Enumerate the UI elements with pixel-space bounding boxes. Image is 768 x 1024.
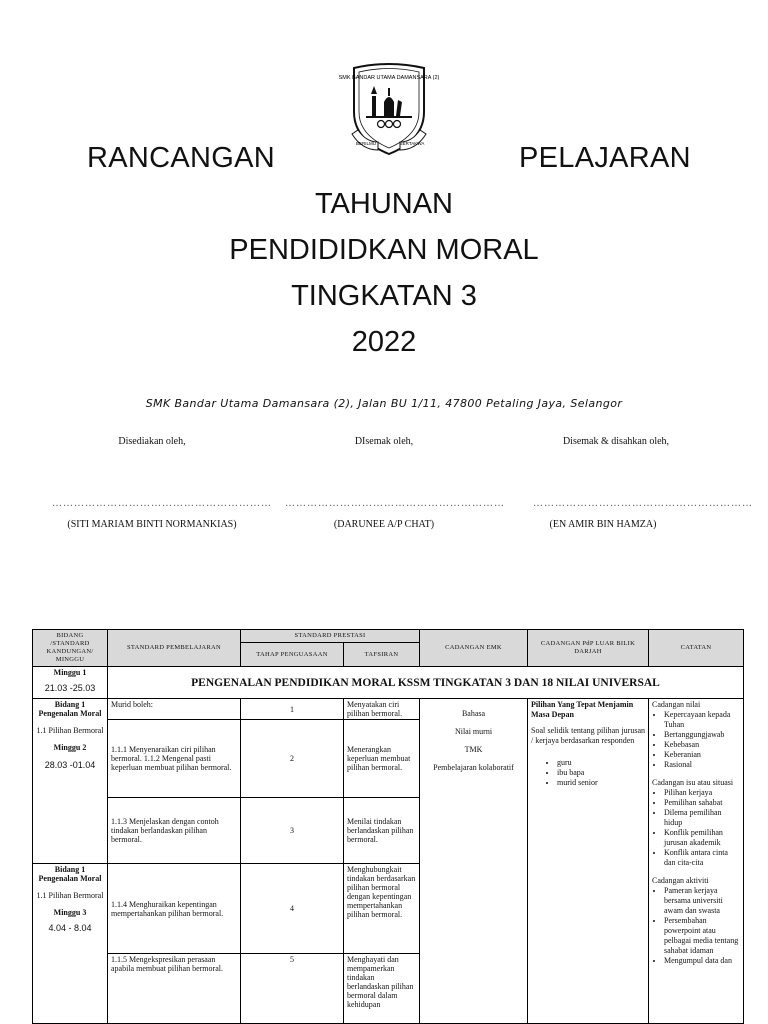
pdp-text: Soal selidik tentang pilihan jurusan / kerjaya berdasarkan responden: [531, 726, 645, 745]
catatan-cell: [649, 699, 744, 1024]
header-tahap: TAHAP PENGUASAAN: [241, 643, 344, 667]
crest-top-text: SMK BANDAR UTAMA DAMANSARA (2): [338, 75, 440, 81]
header-bidang: BIDANG /STANDARD KANDUNGAN/ MINGGU: [33, 630, 108, 667]
week3-date: 4.04 - 8.04: [48, 923, 92, 933]
isu-item: • Pemilihan sahabat: [664, 798, 740, 808]
title-tahunan: TAHUNAN: [314, 188, 454, 220]
tafsiran-row-5: Menghayati dan mempamerkan tindakan berlandaskan pilihan bermoral dalam kehidupan: [344, 954, 420, 1024]
bidang-sub: 1.1 Pilihan Bermoral: [36, 891, 104, 900]
nilai-item: • Keberanian: [664, 750, 740, 760]
crest-left-text: BERILMU: [355, 141, 377, 146]
checked-by-name: (DARUNEE A/P CHAT): [333, 519, 435, 530]
bidang-title: Bidang 1 Pengenalan Moral: [38, 865, 102, 883]
tp-row-4: 4: [241, 864, 344, 954]
bidang-cell-week2: [33, 699, 108, 864]
intro-week-cell: [33, 667, 108, 699]
pdp-cell: [528, 699, 649, 1024]
header-emk: CADANGAN EMK: [420, 630, 528, 667]
tp-row-2: 2: [241, 720, 344, 798]
tafsiran-row-4: Menghubungkait tindakan berdasarkan pilihan bermoral dengan kepentingan mempertahankan pilihan bermoral.: [344, 864, 420, 954]
catatan-aktiviti-heading: Cadangan aktiviti: [652, 876, 709, 885]
aktiviti-item: • Persembahan powerpoint atau pelbagai media tentang sahabat idaman: [664, 916, 740, 956]
emk-item: Bahasa: [461, 709, 486, 718]
week2-date: 28.03 -01.04: [44, 760, 96, 770]
approved-by-label: Disemak & disahkan oleh,: [562, 436, 670, 447]
crest-right-text: BERTAKWA: [399, 141, 425, 146]
nilai-item: • Kepercayaan kepada Tuhan: [664, 710, 740, 730]
emk-cell: [420, 699, 528, 1024]
pdp-item: • ibu bapa: [557, 768, 645, 778]
sp-row-3: 1.1.3 Menjelaskan dengan contoh tindakan berlandaskan pilihan bermoral.: [108, 798, 241, 864]
header-standard-pembelajaran: STANDARD PEMBELAJARAN: [108, 630, 241, 667]
lesson-plan-table: [32, 629, 744, 1024]
intro-minggu: Minggu 1: [53, 668, 87, 677]
sp-row-2: 1.1.1 Menyenaraikan ciri pilihan bermoral. 1.1.2 Mengenal pasti keperluan membuat pilihan bermoral.: [108, 720, 241, 798]
prepared-by-label: Disediakan oleh,: [118, 436, 186, 447]
title-pelajaran: PELAJARAN: [519, 142, 691, 174]
catatan-nilai-heading: Cadangan nilai: [652, 700, 701, 709]
bidang-sub: 1.1 Pilihan Bermoral: [36, 726, 104, 735]
header-tafsiran: TAFSIRAN: [344, 643, 420, 667]
aktiviti-item: • Pameran kerjaya bersama universiti awam dan swasta: [664, 886, 740, 916]
tp-row-1: 1: [241, 699, 344, 720]
header-pdp: CADANGAN PdP LUAR BILIK DARJAH: [528, 630, 649, 667]
tafsiran-row-1: Menyatakan ciri pilihan bermoral.: [344, 699, 420, 720]
emk-item: Pembelajaran kolaboratif: [433, 763, 514, 772]
tp-row-3: 3: [241, 798, 344, 864]
title-form: TINGKATAN 3: [291, 280, 477, 312]
bidang-title: Bidang 1 Pengenalan Moral: [38, 700, 102, 718]
week2-label: Minggu 2: [53, 743, 87, 752]
isu-item: • Dilema pemilihan hidup: [664, 808, 740, 828]
title-year: 2022: [351, 326, 417, 358]
title-subject: PENDIDIDKAN MORAL: [229, 234, 539, 266]
title-rancangan: RANCANGAN: [87, 142, 275, 174]
tafsiran-row-2: Menerangkan keperluan membuat pilihan bermoral.: [344, 720, 420, 798]
signature-line-3: ……………………………………………………: [533, 498, 753, 509]
prepared-by-name: (SITI MARIAM BINTI NORMANKIAS): [67, 519, 237, 530]
tafsiran-row-3: Menilai tindakan berlandaskan pilihan bermoral.: [344, 798, 420, 864]
signature-line-2: ……………………………………………………: [285, 498, 505, 509]
nilai-item: • Kebebasan: [664, 740, 740, 750]
isu-item: • Konflik pemilihan jurusan akademik: [664, 828, 740, 848]
week3-label: Minggu 3: [53, 908, 87, 917]
bidang-cell-week3: [33, 864, 108, 1024]
pdp-title: Pilihan Yang Tepat Menjamin Masa Depan: [531, 700, 634, 719]
header-standard-prestasi: STANDARD PRESTASI: [241, 630, 420, 643]
catatan-isu-heading: Cadangan isu atau situasi: [652, 778, 734, 787]
tp-row-5: 5: [241, 954, 344, 1024]
school-crest-logo: [338, 62, 440, 158]
emk-item: TMK: [464, 745, 483, 754]
pdp-item: • guru: [557, 758, 645, 768]
checked-by-label: DIsemak oleh,: [354, 436, 414, 447]
pdp-item: • murid senior: [557, 778, 645, 788]
sp-row-5: 1.1.5 Mengekspresikan perasaan apabila membuat pilihan bermoral.: [108, 954, 241, 1024]
sp-row-1: Murid boleh:: [108, 699, 241, 720]
isu-item: • Konflik antara cinta dan cita-cita: [664, 848, 740, 868]
aktiviti-item: • Mengumpul data dan: [664, 956, 740, 966]
intro-date: 21.03 -25.03: [44, 683, 96, 693]
approved-by-name: (EN AMIR BIN HAMZA): [549, 519, 657, 530]
emk-item: Nilai murni: [454, 727, 493, 736]
school-address: SMK Bandar Utama Damansara (2), Jalan BU 1/11, 47800 Petaling Jaya, Selangor: [145, 397, 623, 410]
header-catatan: CATATAN: [649, 630, 744, 667]
signature-line-1: ……………………………………………………: [52, 498, 272, 509]
intro-banner: PENGENALAN PENDIDIKAN MORAL KSSM TINGKATAN 3 DAN 18 NILAI UNIVERSAL: [108, 667, 744, 699]
nilai-item: • Bertanggungjawab: [664, 730, 740, 740]
nilai-item: • Rasional: [664, 760, 740, 770]
sp-row-4: 1.1.4 Menghuraikan kepentingan mempertahankan pilihan bermoral.: [108, 864, 241, 954]
isu-item: • Pilihan kerjaya: [664, 788, 740, 798]
